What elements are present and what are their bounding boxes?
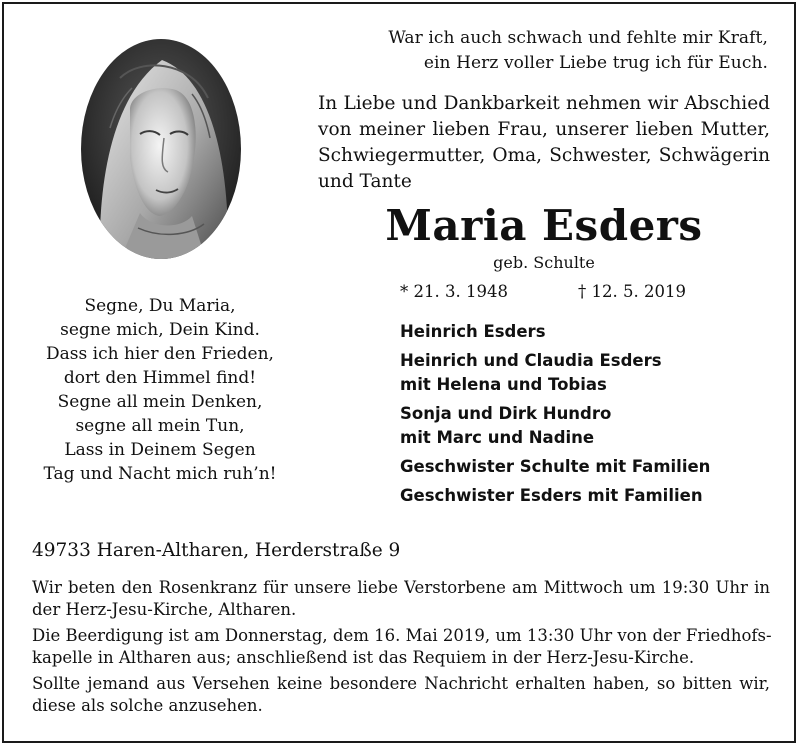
prayer-line: Dass ich hier den Frieden,	[46, 344, 274, 364]
prayer-line: Tag und Nacht mich ruh’n!	[43, 464, 277, 484]
mourner-group	[400, 349, 780, 397]
verse-top	[388, 26, 768, 76]
intro-line: Schwiegermutter, Oma, Schwester, Schwägerin	[318, 145, 770, 166]
mourner-line: mit Marc und Nadine	[400, 428, 595, 447]
mourner-group	[400, 320, 780, 344]
prayer-line: dort den Himmel find!	[63, 368, 257, 388]
mourner-line: mit Helena und Tobias	[400, 375, 607, 394]
madonna-portrait-image	[80, 38, 242, 260]
mourner-line: Heinrich und Claudia Esders	[400, 351, 662, 370]
death-date: † 12. 5. 2019	[578, 282, 686, 301]
address: 49733 Haren-Altharen, Herderstraße 9	[32, 540, 401, 561]
prayer-verse	[20, 294, 300, 486]
intro-line: von meiner lieben Frau, unserer lieben Mutter,	[318, 119, 770, 140]
mourner-group	[400, 402, 780, 450]
mourner-line: Heinrich Esders	[400, 322, 546, 341]
deceased-name: Maria Esders	[385, 201, 703, 250]
prayer-line: segne all mein Tun,	[75, 416, 245, 436]
mourner-line: Geschwister Esders mit Familien	[400, 486, 703, 505]
notes-line: Sollte jemand aus Versehen keine besondere Nachricht erhalten haben, so bitten wir,	[32, 674, 770, 693]
notes-line: Die Beerdigung ist am Donnerstag, dem 16. Mai 2019, um 13:30 Uhr von der Friedhofs-	[32, 626, 772, 645]
prayer-line: Segne all mein Denken,	[57, 392, 263, 412]
prayer-line: segne mich, Dein Kind.	[60, 320, 260, 340]
mourner-group	[400, 455, 780, 479]
service-notes	[32, 577, 770, 721]
mourner-line: Geschwister Schulte mit Familien	[400, 457, 711, 476]
intro-text	[318, 91, 770, 195]
notes-line: der Herz-Jesu-Kirche, Altharen.	[32, 600, 297, 619]
notes-paragraph-funeral	[32, 625, 770, 669]
birth-date: * 21. 3. 1948	[400, 282, 508, 301]
intro-line: und Tante	[318, 171, 412, 192]
verse-line: ein Herz voller Liebe trug ich für Euch.	[423, 53, 768, 73]
prayer-line: Segne, Du Maria,	[84, 296, 236, 316]
mourner-line: Sonja und Dirk Hundro	[400, 404, 612, 423]
notes-line: diese als solche anzusehen.	[32, 696, 263, 715]
maiden-name: geb. Schulte	[493, 253, 595, 272]
notes-line: kapelle in Altharen aus; anschließend ist das Requiem in der Herz-Jesu-Kirche.	[32, 648, 695, 667]
notes-paragraph-rosary	[32, 577, 770, 621]
mourner-group	[400, 484, 780, 508]
notes-line: Wir beten den Rosenkranz für unsere liebe Verstorbene am Mittwoch um 19:30 Uhr in	[32, 578, 770, 597]
verse-line: War ich auch schwach und fehlte mir Kraft,	[388, 28, 768, 48]
notes-paragraph-notice	[32, 673, 770, 717]
prayer-line: Lass in Deinem Segen	[64, 440, 256, 460]
intro-line: In Liebe und Dankbarkeit nehmen wir Abschied	[318, 93, 770, 114]
mourners-list	[400, 320, 780, 513]
